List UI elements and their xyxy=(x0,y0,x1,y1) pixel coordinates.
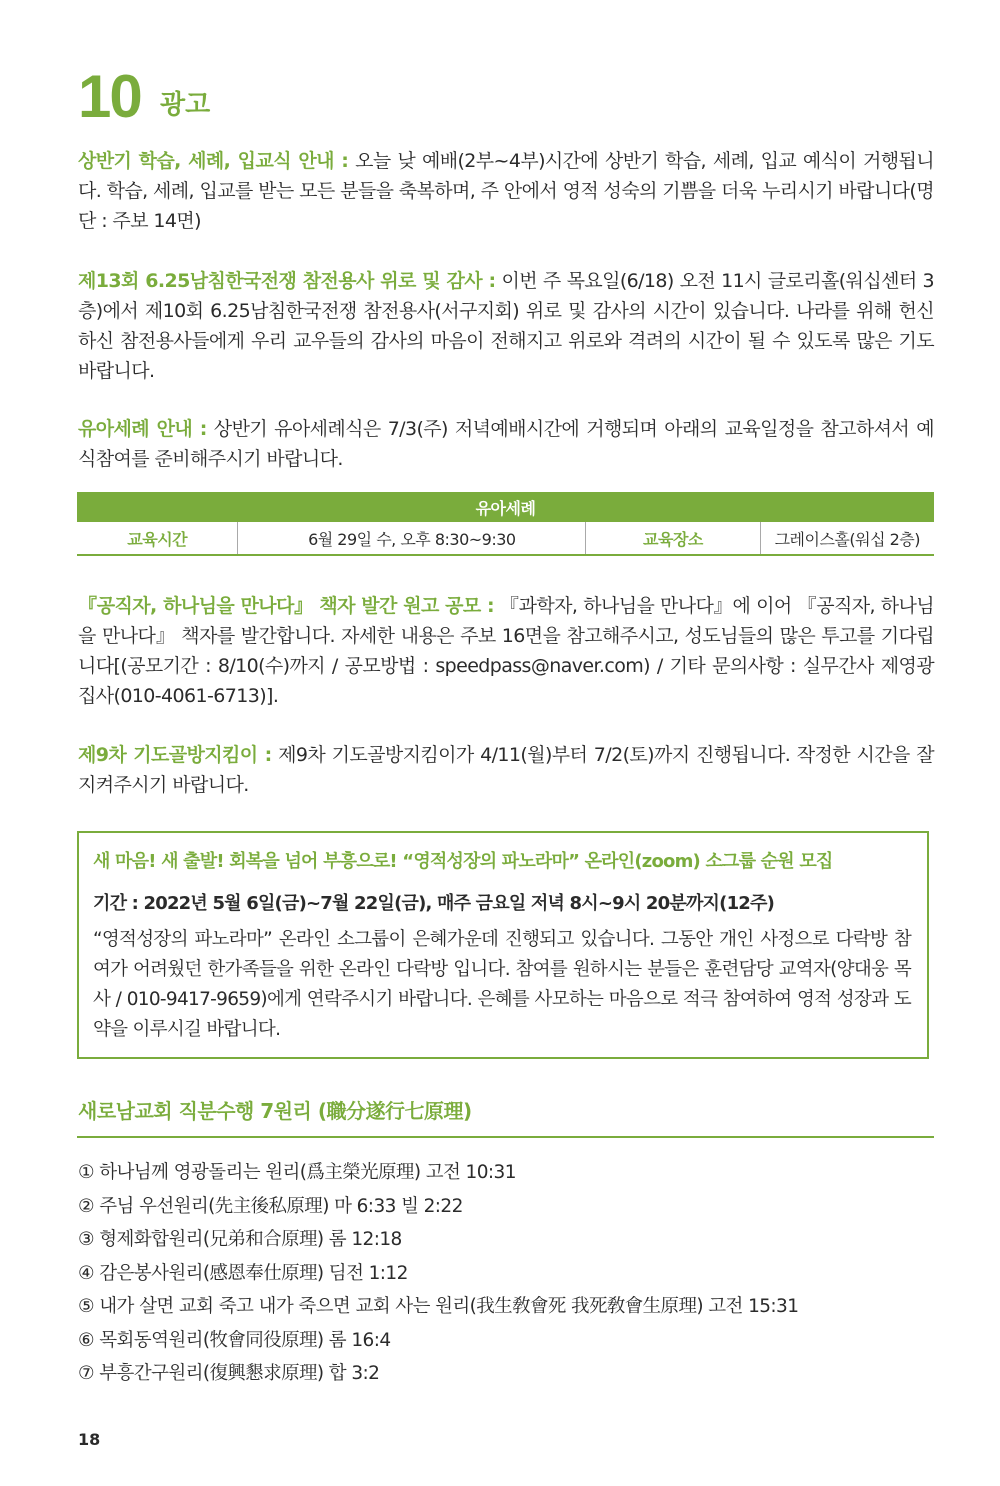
notice-book-submission xyxy=(78,591,934,711)
notice-baptism-ceremony xyxy=(78,146,934,236)
notice-title: 상반기 학습, 세례, 입교식 안내 : xyxy=(78,150,349,172)
notice-body: 제9차 기도골방지킴이가 4/11(월)부터 7/2(토)까지 진행됩니다. 작정한 시간을 잘 지켜주시기 바랍니다. xyxy=(78,744,934,796)
smallgroup-body: “영적성장의 파노라마” 온라인 소그룹이 은혜가운데 진행되고 있습니다. 그동안 개인 사정으로 다락방 참여가 어려웠던 한가족들을 위한 온라인 다락방 입니다. 참여를 원하시는 분들은 훈련담당 교역자(양대웅 목사 / 010-9417-9659)에게 연락주시기 바랍니다. 은혜를 사모하는 마음으로 적극 참여하여 영적 성장과 도약을 이루시길 바랍니다. xyxy=(93,929,911,1040)
list-item: ② 주님 우선원리(先主後私原理) 마 6:33 빌 2:22 xyxy=(78,1195,463,1217)
principles-list xyxy=(78,1156,934,1391)
notice-body: 『과학자, 하나님을 만나다』에 이어 『공직자, 하나님을 만나다』 책자를 발간합니다. 자세한 내용은 주보 16면을 참고해주시고, 성도님들의 많은 투고를 기다립니다[(공모기간 : 8/10(수)까지 / 공모방법 : speedpass@naver.com) / 기타 문의사항 : 실무간사 제영광 집사(010-4061-6713)]. xyxy=(78,595,935,707)
place-value: 그레이스홀(워십 2층) xyxy=(760,522,934,555)
time-value: 6월 29일 수, 오후 8:30~9:30 xyxy=(238,522,586,555)
list-item: ⑤ 내가 살면 교회 죽고 내가 죽으면 교회 사는 원리(我生敎會死 我死敎會生原理) 고전 15:31 xyxy=(78,1296,799,1317)
smallgroup-box xyxy=(77,831,929,1059)
principles-divider xyxy=(77,1136,934,1138)
table-header: 유아세례 xyxy=(77,492,934,522)
time-label: 교육시간 xyxy=(77,522,238,555)
principles-title: 새로남교회 직분수행 7원리 (職分遂行七原理) xyxy=(78,1099,472,1123)
notice-body: 오늘 낮 예배(2부~4부)시간에 상반기 학습, 세례, 입교 예식이 거행됩니다. 학습, 세례, 입교를 받는 모든 분들을 축복하며, 주 안에서 영적 성숙의 기쁨을 더욱 누리시기 바랍니다(명단 : 주보 14면) xyxy=(78,150,934,232)
table-row xyxy=(77,522,934,555)
notice-title: 유아세례 안내 : xyxy=(78,418,207,440)
list-item: ① 하나님께 영광돌리는 원리(爲主榮光原理) 고전 10:31 xyxy=(78,1162,516,1183)
section-number: 10 xyxy=(78,63,141,130)
notice-title: 제9차 기도골방지킴이 : xyxy=(78,744,272,766)
notice-title: 『공직자, 하나님을 만나다』 책자 발간 원고 공모 : xyxy=(78,595,495,617)
list-item: ③ 형제화합원리(兄弟和合原理) 롬 12:18 xyxy=(78,1229,402,1250)
infant-baptism-table xyxy=(77,492,934,556)
list-item: ⑥ 목회동역원리(牧會同役原理) 롬 16:4 xyxy=(78,1329,391,1351)
list-item: ④ 감은봉사원리(感恩奉仕原理) 딤전 1:12 xyxy=(78,1262,408,1284)
notice-prayer-room xyxy=(78,740,934,800)
notice-body: 이번 주 목요일(6/18) 오전 11시 글로리홀(워십센터 3층)에서 제10회 6.25남침한국전쟁 참전용사(서구지회) 위로 및 감사의 시간이 있습니다. 나라를 위해 헌신하신 참전용사들에게 우리 교우들의 감사의 마음이 전해지고 위로와 격려의 시간이 될 수 있도록 많은 기도 바랍니다. xyxy=(78,270,934,382)
notice-veterans xyxy=(78,266,934,386)
notice-body: 상반기 유아세례식은 7/3(주) 저녁예배시간에 거행되며 아래의 교육일정을 참고하셔서 예식참여를 준비해주시기 바랍니다. xyxy=(78,418,934,470)
section-label: 광고 xyxy=(160,90,211,120)
notice-infant-baptism xyxy=(78,414,934,474)
page-number: 18 xyxy=(78,1430,101,1449)
smallgroup-title: 새 마음! 새 출발! 회복을 넘어 부흥으로! “영적성장의 파노라마” 온라인(zoom) 소그룹 순원 모집 xyxy=(93,851,833,872)
place-label: 교육장소 xyxy=(586,522,760,555)
smallgroup-period: 기간 : 2022년 5월 6일(금)~7월 22일(금), 매주 금요일 저녁 8시~9시 20분까지(12주) xyxy=(93,893,775,914)
list-item: ⑦ 부흥간구원리(復興懇求原理) 합 3:2 xyxy=(78,1363,380,1384)
notice-title: 제13회 6.25남침한국전쟁 참전용사 위로 및 감사 : xyxy=(78,270,496,292)
